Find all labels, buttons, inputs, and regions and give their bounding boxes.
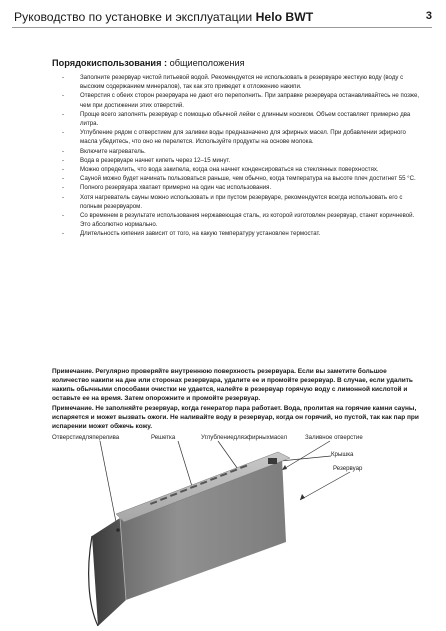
label-fill-hole: Заливное отверстие <box>305 434 363 441</box>
label-grille: Решетка <box>151 434 176 441</box>
list-item: - Со временем в результате использования нержавеющая сталь, из которой изготовлен резервуар, станет коричневой. Это абсолютно нормально. <box>62 212 415 229</box>
list-item: - Проще всего заполнять резервуар с помощью обычной лейки с длинным носиком. Объем составляет примерно два литра. <box>62 110 411 128</box>
list-item: - Включите нагреватель. <box>62 147 146 155</box>
label-tank: Резервуар <box>333 465 363 472</box>
list-item: - Полного резервуара хватает примерно на один час использования. <box>62 184 272 192</box>
section-title-bold: Порядокиспользования : <box>52 58 168 68</box>
list-item: - Длительность кипения зависит от того, на какую температуру установлен термостат. <box>62 230 321 238</box>
label-overflow: Отверстиедляперелива <box>52 434 120 441</box>
label-aroma-recess: Углублениедляэфирныхмасел <box>201 434 288 441</box>
list-item: - Сауной можно будет начинать пользоваться раньше, чем обычно, когда температура на высоте плеч достигнет 55 °C. <box>62 175 416 183</box>
header-divider <box>12 27 432 28</box>
list-item: - Отверстия с обеих сторон резервуара не дают его переполнить. При заправке резервуара останавливайтесь не позже, чем при достижении этих отверстий. <box>62 92 420 109</box>
list-item: - Можно определить, что вода закипела, когда она начнет конденсироваться на стеклянных поверхностях. <box>62 166 379 174</box>
list-item: - Заполните резервуар чистой питьевой водой. Рекомендуется не использовать в резервуаре жесткую воду (воду с высоким содержанием минералов), так как это приведет к отложению накипи. <box>62 74 404 91</box>
tank-diagram <box>0 430 446 631</box>
list-item: - Углубление рядом с отверстием для заливки воды предназначено для эфирных масел. При добавлении эфирного масла убедитесь, что оно не перелется. Используйте продукты на основе молока. <box>62 129 406 146</box>
note-do-not-fill: Примечание. Не заполняйте резервуар, когда генератор пара работает. Вода, пролитая на горячие камни сауны, испаряется и может вызвать ожоги. Не наливайте воду в резервуар, когда он горячий, но пустой, так как пар при испарении может обжечь кожу. <box>52 405 419 431</box>
label-lid: Крышка <box>331 451 354 458</box>
note-scale: Примечание. Регулярно проверяйте внутреннюю поверхность резервуара. Если вы заметите большое количество накипи на дне или сторонах резервуара, удалите ее и промойте резервуар. В случае, если удалить накипь обычными способами очистки не удается, налейте в резервуар горячую воду с лимонной кислотой и оставьте ее на время. Затем опорожните и промойте резервуар. <box>52 368 413 403</box>
header-title <box>14 10 313 24</box>
header-title-regular: Руководство по установке и эксплуатации <box>14 10 256 24</box>
tank-illustration <box>0 430 446 631</box>
fill-hole <box>268 458 277 464</box>
header-title-bold: Helo BWT <box>255 10 314 24</box>
usage-steps-list <box>52 73 424 239</box>
list-item: - Хотя нагреватель сауны можно использовать и при пустом резервуаре, рекомендуется всегда использовать его с полным резервуаром. <box>62 193 403 210</box>
section-title <box>52 58 245 68</box>
list-item: - Вода в резервуаре начнет кипеть через 12–15 минут. <box>62 156 231 164</box>
overflow-hole <box>116 528 120 532</box>
page-number: 3 <box>425 10 432 22</box>
section-title-rest: общиеположения <box>167 58 245 68</box>
tank-front-panel <box>120 458 286 600</box>
